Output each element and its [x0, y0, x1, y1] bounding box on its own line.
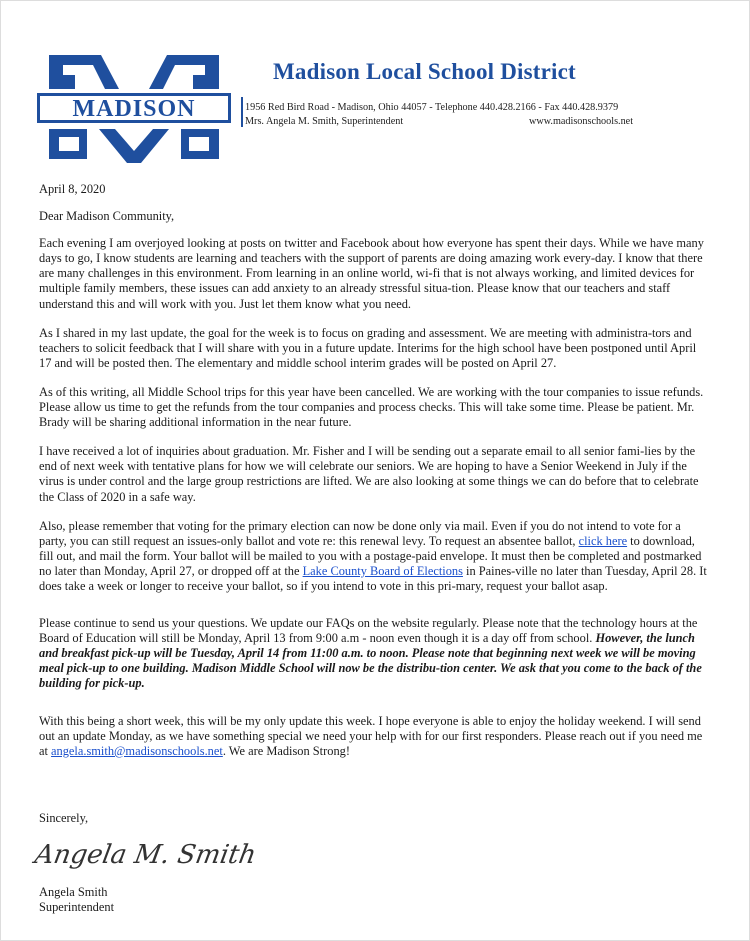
meal-pickup-notice: However, the lunch and breakfast pick-up will be Tuesday, April 14 from 11:00 a.m. to noon. Please note that beginning next week we will be moving meal pick-up to one building. Madison Middle School will now be the distribu-tion center. We ask that you come to the back of the building for pick-up. [39, 631, 702, 691]
address-line: 1956 Red Bird Road - Madison, Ohio 44057 - Telephone 440.428.2166 - Fax 440.428.9379 [245, 102, 619, 113]
paragraph-7 [39, 714, 711, 759]
signer-block [39, 885, 114, 915]
paragraph-1: Each evening I am overjoyed looking at posts on twitter and Facebook about how everyone has spent their days. While we have many days to go, I know students are learning and teachers with the support of parents are doing amazing work every-day. I know that there are many challenges in this environment. From learning in an online world, wi-fi that is not always working, and limited devices for multiple family members, these issues can add anxiety to an already stressful situa-tion. Please know that our teachers and staff understand this and will work with you. Just let them know what you need. [39, 236, 704, 311]
signature-image [32, 833, 259, 877]
closing: Sincerely, [39, 811, 89, 825]
paragraph-6 [39, 616, 711, 691]
paragraph-5-text-b: to download, fill out, and mail the form. Your ballot will be mailed to you with a postage-paid envelope. It must then be completed and postmarked no later than Monday, April 27, or dropped off at the [39, 533, 702, 578]
paragraph-6-text: Please continue to send us your questions. We update our FAQs on the website regularly. Please note that the technology hours at the Board of Education will still be Monday, April 13 from 9:00 a.m - noon even though it is a day off from school. [39, 616, 698, 646]
paragraph-7-text-a: With this being a short week, this will be my only update this week. I hope everyone is able to enjoy the holiday weekend. I will send out an update Monday, as we have something special we need your help with for our first responders. Please reach out if you need me at [39, 713, 703, 758]
signature-script: Angela M. Smith [32, 840, 259, 870]
district-name: Madison Local School District [273, 59, 576, 84]
paragraph-2: As I shared in my last update, the goal for the week is to focus on grading and assessment. We are meeting with administra-tors and teachers to solicit feedback that I will share with you in a future update. Interims for the high school have been postponed until April 17 and will be posted then. The elementary and middle school interim grades will be posted on April 27. [39, 325, 697, 370]
logo-text: MADISON [72, 96, 196, 122]
header-divider [241, 97, 243, 127]
signer-name: Angela Smith [39, 885, 108, 899]
signer-title: Superintendent [39, 900, 115, 915]
madison-logo [35, 45, 233, 163]
email-link[interactable]: angela.smith@madisonschools.net [51, 743, 223, 758]
website-text: www.madisonschools.net [529, 116, 634, 127]
letter-date: April 8, 2020 [39, 182, 106, 196]
lake-county-elections-link[interactable]: Lake County Board of Elections [302, 563, 463, 578]
letter-body [39, 182, 711, 773]
paragraph-4: I have received a lot of inquiries about graduation. Mr. Fisher and I will be sending out a separate email to all senior fami-lies by the end of next week with tentative plans for how we will celebrate our seniors. We are hoping to have a Senior Weekend in July if the virus is under control and the large group restrictions are lifted. We are also looking at some things we can do before that to celebrate the Class of 2020 in a safe way. [39, 444, 699, 504]
paragraph-3: As of this writing, all Middle School trips for this year have been cancelled. We are working with the tour companies to issue refunds. Please allow us time to get the refunds from the tour companies and process checks. This will take some time. Please be patient. Mr. Brady will be sharing additional information in the near future. [39, 384, 704, 430]
paragraph-5-text-a: Also, please remember that voting for the primary election can now be done only via mail. Even if you do not intend to vote for a party, you can still request an issues-only ballot and vote re: this renewal levy. To request an absentee ballot, [39, 518, 681, 548]
superintendent-line: Mrs. Angela M. Smith, Superintendent [245, 116, 404, 127]
paragraph-7-text-b: . We are Madison Strong! [222, 743, 350, 758]
paragraph-5-text-c: in Paines-ville no later than Tuesday, April 28. It does take a week or longer to receive your ballot, so if you intend to vote in this pri-mary, request your ballot asap. [39, 563, 707, 593]
paragraph-5 [39, 519, 711, 594]
salutation: Dear Madison Community, [39, 209, 175, 224]
click-here-link[interactable]: click here [578, 533, 628, 548]
